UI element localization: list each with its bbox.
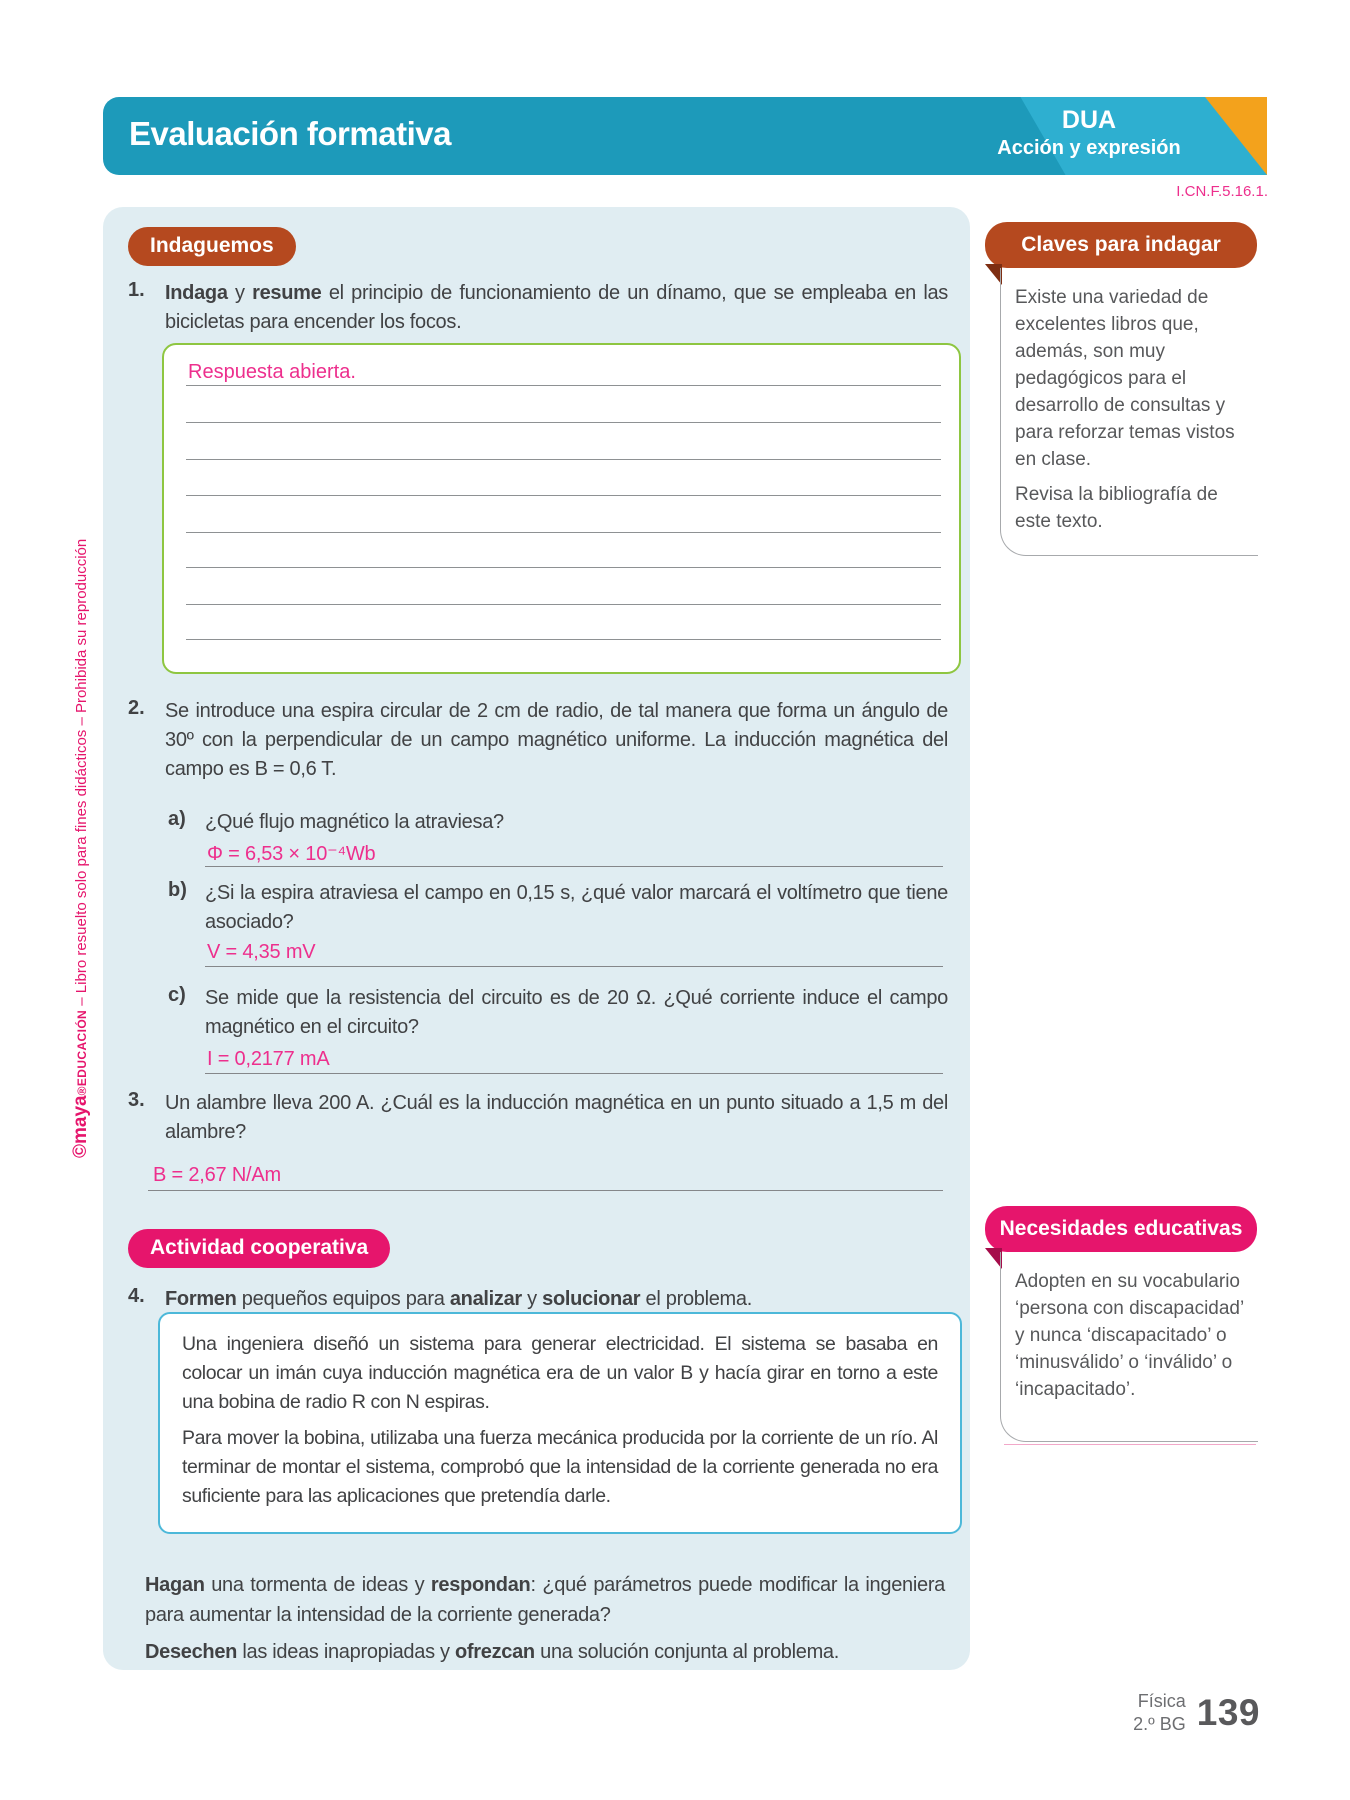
ruled-line [186, 459, 941, 460]
question-3-text: Un alambre lleva 200 A. ¿Cuál es la inducción magnética en un punto situado a 1,5 m del alambre? [165, 1092, 948, 1143]
answer-3-underline [148, 1190, 943, 1191]
necesidades-paragraph-1: Adopten en su vocabulario ‘persona con discapacidad’ y nunca ‘discapacitado’ o ‘minusválido’ o ‘inválido’ o ‘incapacitado’. [1015, 1271, 1244, 1400]
problem-paragraph-1: Una ingeniera diseñó un sistema para generar electricidad. El sistema se basaba en colocar un imán cuya inducción magnética era de un valor B y hacía girar en torno a este una bobina de radio R con N espiras. [182, 1333, 938, 1413]
subquestion-c-label: c) [168, 984, 186, 1006]
page-title: Evaluación formativa [129, 115, 451, 152]
claves-badge: Claves para indagar [985, 222, 1257, 268]
question-4-text: Formen pequeños equipos para analizar y solucionar el problema. [165, 1288, 752, 1310]
open-answer-box [162, 343, 961, 674]
dua-badge [983, 105, 1195, 161]
question-1-text: Indaga y resume el principio de funcionamiento de un dínamo, que se empleaba en las bicicletas para encender los focos. [165, 282, 948, 333]
footer-grade: 2.º BG [1133, 1714, 1186, 1734]
answer-b-underline [205, 966, 943, 967]
ruled-line [186, 532, 941, 533]
actividad-cooperativa-badge: Actividad cooperativa [128, 1229, 390, 1268]
dua-sublabel: Acción y expresión [997, 137, 1181, 159]
curriculum-code: I.CN.F.5.16.1. [1176, 183, 1268, 200]
indaguemos-badge: Indaguemos [128, 227, 296, 266]
subquestion-c-text: Se mide que la resistencia del circuito es de 20 Ω. ¿Qué corriente induce el campo magnético en el circuito? [205, 987, 948, 1038]
answer-c-underline [205, 1073, 943, 1074]
answer-b: V = 4,35 mV [207, 941, 316, 963]
question-1-number: 1. [128, 279, 145, 301]
claves-paragraph-1: Existe una variedad de excelentes libros que, además, son muy pedagógicos para el desarrollo de consultas y para reforzar temas vistos en clase. [1015, 287, 1235, 470]
question-3-number: 3. [128, 1089, 145, 1111]
footer-subject: Física [1137, 1691, 1186, 1711]
content-panel [103, 207, 970, 1670]
answer-3: B = 2,67 N/Am [153, 1164, 282, 1186]
dua-label: DUA [1061, 106, 1117, 134]
page-footer [1085, 1690, 1260, 1736]
open-answer-text: Respuesta abierta. [188, 361, 356, 383]
ruled-line [186, 567, 941, 568]
side-copyright-text: ©maya®EDUCACIÓN – Libro resuelto solo para fines didácticos – Prohibida su reproducción [70, 538, 91, 1158]
question-2-text: Se introduce una espira circular de 2 cm de radio, de tal manera que forma un ángulo de 30º con la perpendicular de un campo magnético uniforme. La inducción magnética del campo es B = 0,6 T. [165, 700, 948, 780]
closing-paragraph-1: Hagan una tormenta de ideas y respondan: ¿qué parámetros puede modificar la ingeniera para aumentar la intensidad de la corriente generada? [145, 1574, 945, 1626]
necesidades-badge: Necesidades educativas [985, 1206, 1257, 1252]
question-4-number: 4. [128, 1285, 145, 1307]
problem-box [158, 1312, 962, 1534]
claves-paragraph-2: Revisa la bibliografía de este texto. [1015, 484, 1218, 532]
ruled-line [186, 495, 941, 496]
subquestion-a-label: a) [168, 808, 186, 830]
question-2-number: 2. [128, 697, 145, 719]
necesidades-body [1000, 1252, 1258, 1442]
ruled-line [186, 422, 941, 423]
ruled-line [186, 385, 941, 386]
subquestion-b-label: b) [168, 879, 187, 901]
answer-a: Φ = 6,53 × 10⁻⁴Wb [207, 843, 376, 865]
header-banner [103, 97, 1267, 175]
answer-c: I = 0,2177 mA [207, 1048, 330, 1070]
claves-body [1000, 268, 1258, 556]
answer-a-underline [205, 866, 943, 867]
ruled-line [186, 604, 941, 605]
problem-paragraph-2: Para mover la bobina, utilizaba una fuerza mecánica producida por la corriente de un río. Al terminar de montar el sistema, comprobó que la intensidad de la corriente generada no era suficiente para las aplicaciones que pretendía darle. [182, 1427, 938, 1507]
subquestion-a-text: ¿Qué flujo magnético la atraviesa? [205, 811, 504, 833]
closing-paragraph-2: Desechen las ideas inapropiadas y ofrezcan una solución conjunta al problema. [145, 1641, 840, 1663]
page-number: 139 [1196, 1692, 1260, 1733]
ruled-line [186, 639, 941, 640]
necesidades-pink-rule [1004, 1444, 1256, 1445]
footer-meta [1133, 1690, 1186, 1736]
subquestion-b-text: ¿Si la espira atraviesa el campo en 0,15 s, ¿qué valor marcará el voltímetro que tiene asociado? [205, 882, 948, 933]
